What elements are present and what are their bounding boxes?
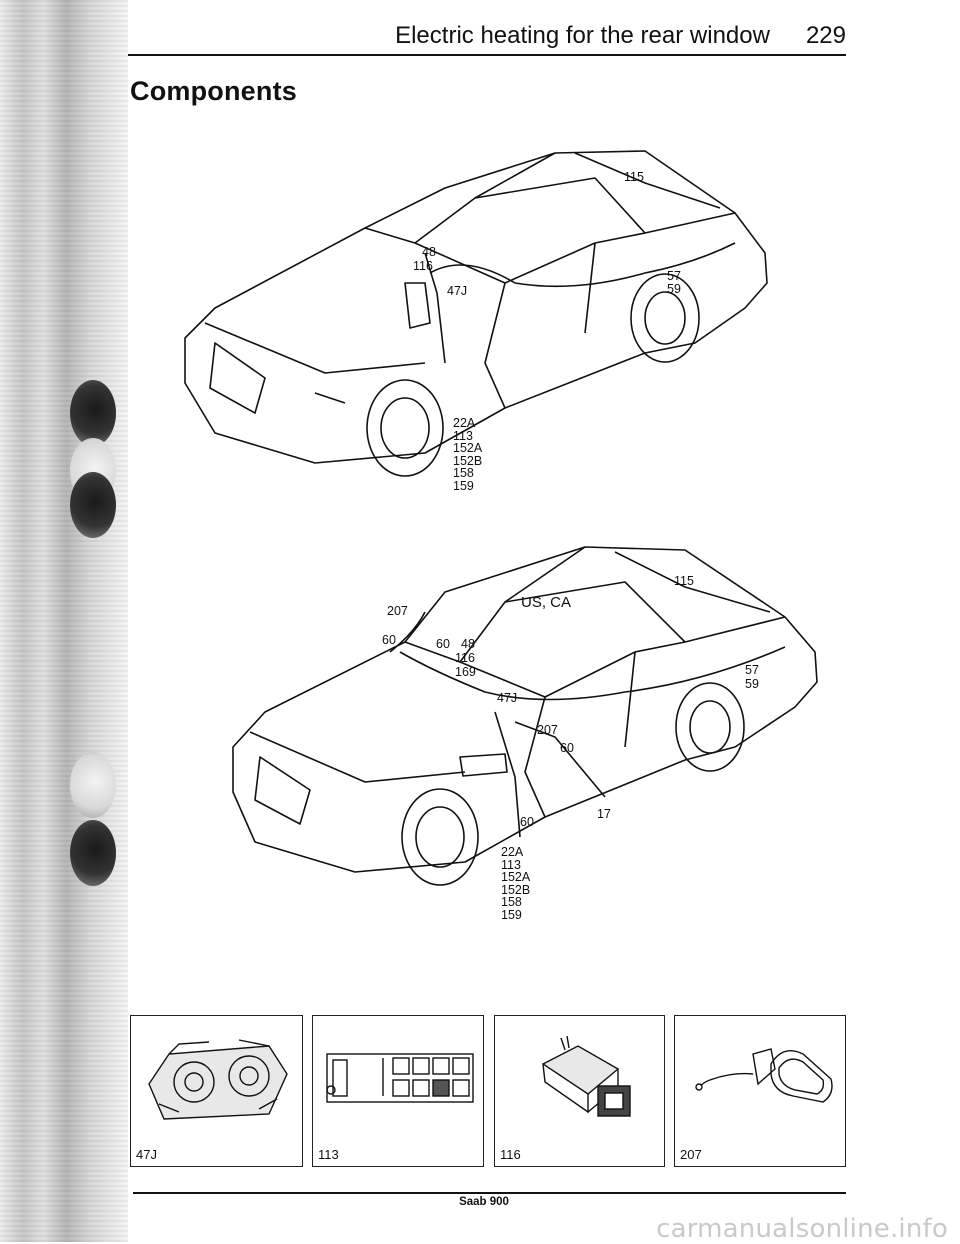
callout-label: 60 — [436, 637, 450, 651]
binding-hole — [70, 380, 116, 446]
footer — [0, 1196, 960, 1208]
callout-label: 60 — [382, 633, 396, 647]
callout-label: 47J — [497, 691, 518, 705]
car-diagram-top — [175, 133, 785, 493]
callout-label: 207 — [537, 723, 558, 737]
fuse-box-icon — [321, 1024, 475, 1136]
door-mirror-icon — [683, 1024, 837, 1136]
callout-label: 47J — [447, 284, 468, 298]
car-diagram-bottom — [225, 532, 825, 930]
thumbnail-label: 113 — [318, 1147, 339, 1162]
rocker-switch-icon — [503, 1024, 656, 1136]
instrument-cluster-icon — [139, 1024, 294, 1136]
binding-hole — [70, 820, 116, 886]
section-title: Components — [130, 76, 297, 106]
callout-label: 60 — [520, 815, 534, 829]
page-number: 229 — [805, 22, 846, 49]
thumbnail-label: 207 — [680, 1147, 702, 1162]
callout-stack: 22A 113 152A 152B 158 159 — [501, 845, 531, 922]
thumbnail-label: 116 — [500, 1147, 521, 1162]
callout-label: 59 — [745, 677, 759, 691]
callout-label: 57 — [745, 663, 759, 677]
footer-rule — [133, 1192, 846, 1194]
callout-label: 48 — [461, 637, 475, 651]
callout-stack: 22A 113 152A 152B 158 159 — [453, 416, 483, 493]
callout-label: 116 — [413, 259, 433, 273]
callout-label: 48 — [422, 245, 436, 259]
thumbnail-label: 47J — [136, 1147, 157, 1162]
callout-label: 116 — [455, 651, 475, 665]
callout-label: 207 — [387, 604, 408, 618]
callout-label: 57 — [667, 269, 681, 283]
callout-label: 17 — [597, 807, 611, 821]
watermark: carmanualsonline.info — [656, 1214, 948, 1244]
callout-label: 115 — [624, 170, 644, 184]
page-header — [128, 22, 846, 56]
page-binding-edge — [0, 0, 128, 1242]
component-thumbnail — [494, 1015, 665, 1167]
component-thumbnail — [674, 1015, 846, 1167]
footer-text: Saab 900 — [459, 1196, 509, 1208]
callout-label: 169 — [455, 665, 476, 679]
callout-label: 59 — [667, 282, 681, 296]
region-label: US, CA — [521, 594, 572, 611]
component-thumbnail — [312, 1015, 484, 1167]
callout-label: 60 — [560, 741, 574, 755]
callout-label: 115 — [674, 574, 694, 588]
header-title: Electric heating for the rear window — [395, 22, 770, 49]
component-thumbnail — [130, 1015, 303, 1167]
binding-hole — [70, 752, 116, 818]
binding-hole — [70, 472, 116, 538]
